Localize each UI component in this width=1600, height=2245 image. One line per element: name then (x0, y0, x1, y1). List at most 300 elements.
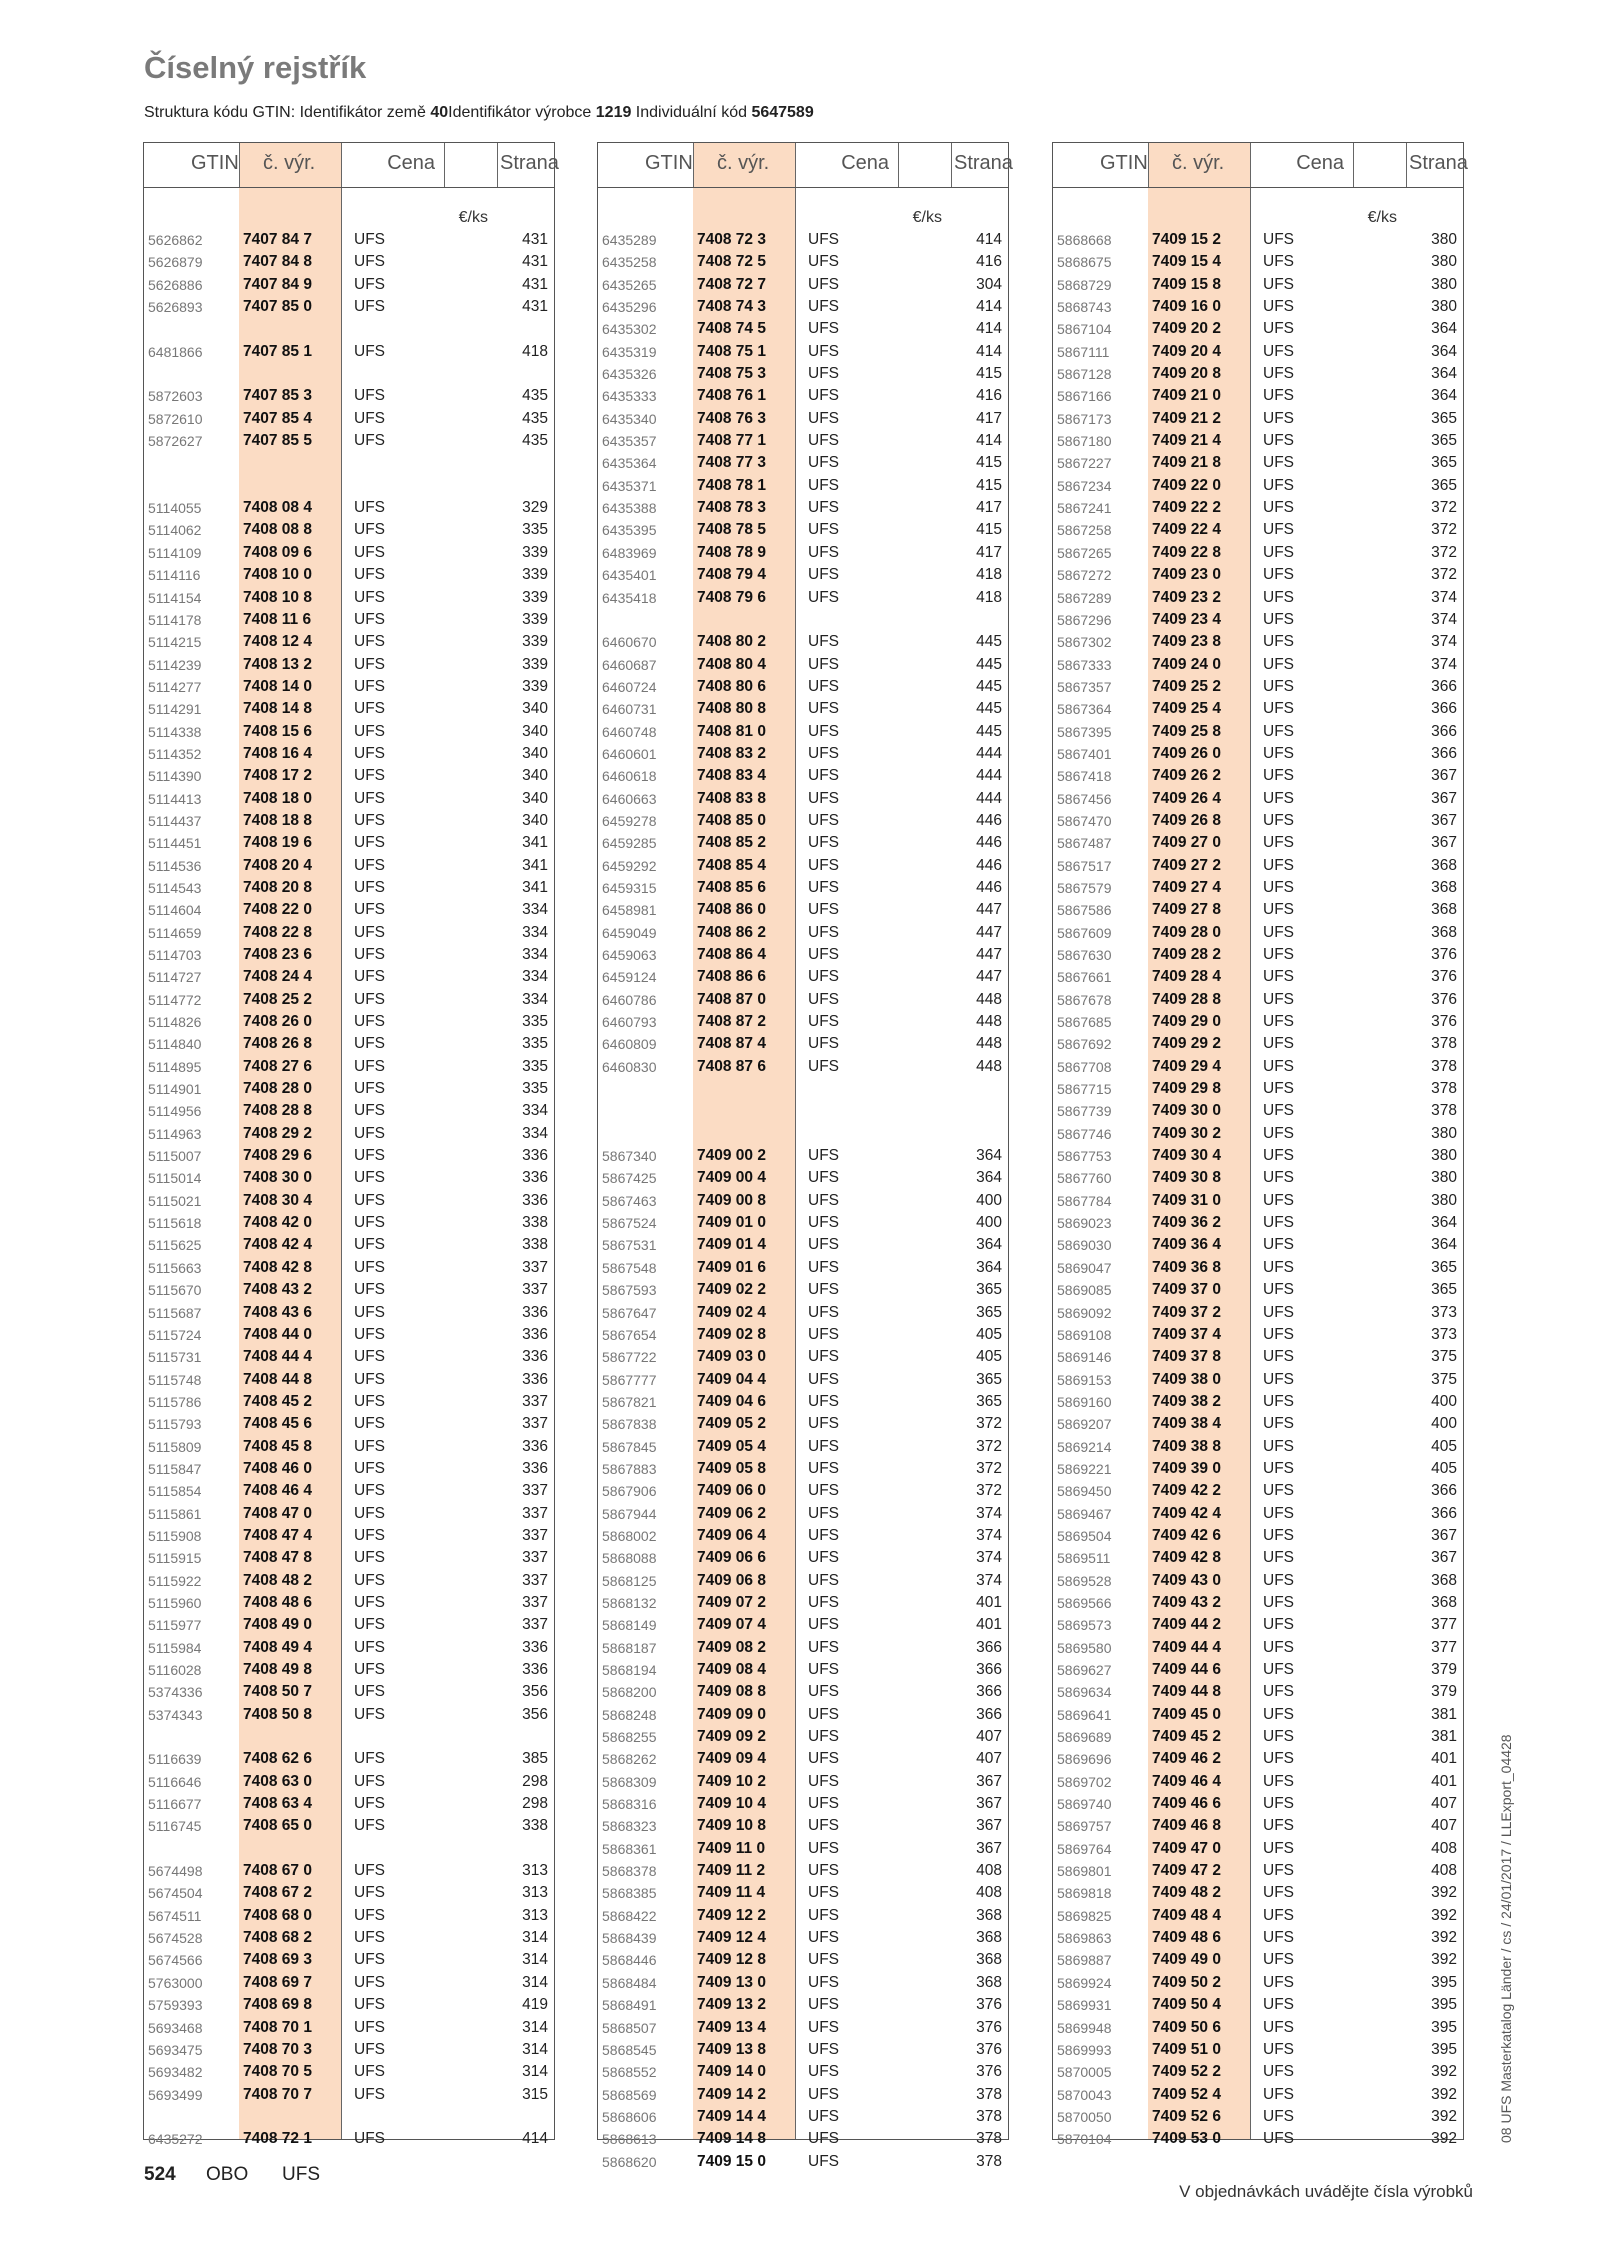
page-cell: 377 (1431, 1616, 1457, 1634)
page-cell: 368 (1431, 901, 1457, 919)
gtin-cell: 5869030 (1057, 1237, 1112, 1254)
model-cell: UFS (354, 387, 385, 405)
table-row (144, 1369, 554, 1391)
article-number-cell: 7408 22 8 (243, 923, 312, 941)
page-cell: 380 (1431, 298, 1457, 316)
model-cell: UFS (808, 1258, 839, 1276)
table-row (144, 1123, 554, 1145)
page-cell: 364 (976, 1236, 1002, 1254)
article-number-cell: 7409 05 4 (697, 1437, 766, 1455)
article-number-cell: 7409 48 2 (1152, 1884, 1221, 1902)
model-cell: UFS (354, 1996, 385, 2014)
model-cell: UFS (354, 1035, 385, 1053)
gtin-cell: 5869764 (1057, 1840, 1112, 1857)
article-number-cell: 7408 46 0 (243, 1459, 312, 1477)
table-row (598, 1391, 1008, 1413)
page-cell: 392 (1431, 1884, 1457, 1902)
gtin-cell: 5867692 (1057, 1036, 1112, 1053)
model-cell: UFS (1263, 1549, 1294, 1567)
subtitle-mid2: Individuální kód (631, 104, 752, 121)
table-row (1053, 922, 1463, 944)
page-cell: 336 (522, 1325, 548, 1343)
article-number-cell: 7408 83 2 (697, 744, 766, 762)
model-cell: UFS (354, 1370, 385, 1388)
model-cell: UFS (354, 1303, 385, 1321)
page-cell: 400 (976, 1191, 1002, 1209)
gtin-cell: 5869221 (1057, 1460, 1112, 1477)
gtin-cell: 5374336 (148, 1684, 203, 1701)
gtin-cell: 6459124 (602, 969, 657, 986)
article-number-cell: 7408 86 2 (697, 923, 766, 941)
article-number-cell: 7407 85 5 (243, 432, 312, 450)
model-cell: UFS (1263, 1325, 1294, 1343)
article-number-cell: 7408 47 8 (243, 1549, 312, 1567)
page-cell: 376 (976, 2040, 1002, 2058)
gtin-cell: 5869702 (1057, 1773, 1112, 1790)
gtin-cell: 5114338 (148, 723, 202, 740)
gtin-cell: 6435302 (602, 321, 657, 338)
gtin-cell: 5867821 (602, 1393, 657, 1410)
model-cell: UFS (808, 1862, 839, 1880)
table-row (1053, 2106, 1463, 2128)
model-cell: UFS (354, 1214, 385, 1232)
table-row (1053, 1167, 1463, 1189)
page-cell: 368 (1431, 1593, 1457, 1611)
model-cell: UFS (354, 767, 385, 785)
model-cell: UFS (354, 968, 385, 986)
model-cell: UFS (354, 1124, 385, 1142)
gtin-cell: 5867517 (1057, 857, 1112, 874)
model-cell: UFS (1263, 1951, 1294, 1969)
page-cell: 444 (976, 744, 1002, 762)
table-row (1053, 899, 1463, 921)
gtin-cell: 5867302 (1057, 634, 1112, 651)
table-row (144, 341, 554, 363)
page-cell: 435 (522, 432, 548, 450)
table-row (144, 1659, 554, 1681)
page-cell: 445 (976, 700, 1002, 718)
page-cell: 448 (976, 1035, 1002, 1053)
article-number-cell: 7409 47 0 (1152, 1839, 1221, 1857)
gtin-cell: 5869696 (1057, 1751, 1112, 1768)
article-number-cell: 7409 07 2 (697, 1593, 766, 1611)
gtin-cell: 5868200 (602, 1684, 657, 1701)
article-number-cell: 7409 22 4 (1152, 521, 1221, 539)
model-cell: UFS (354, 1459, 385, 1477)
page-cell: 340 (522, 722, 548, 740)
page-cell: 408 (976, 1862, 1002, 1880)
article-number-cell: 7409 20 4 (1152, 342, 1221, 360)
table-row (1053, 1637, 1463, 1659)
table-row (1053, 1994, 1463, 2016)
article-number-cell: 7409 42 8 (1152, 1549, 1221, 1567)
rows (144, 229, 554, 2151)
page-cell: 334 (522, 946, 548, 963)
model-cell: UFS (808, 1683, 839, 1701)
model-cell: UFS (1263, 253, 1294, 271)
page-cell: 376 (976, 2063, 1002, 2081)
page-cell: 414 (976, 320, 1002, 338)
model-cell: UFS (808, 275, 839, 293)
page-cell: 366 (1431, 700, 1457, 718)
page-cell: 378 (1431, 1080, 1457, 1098)
model-cell: UFS (808, 432, 839, 450)
gtin-cell: 5693468 (148, 2019, 203, 2036)
gtin-cell: 5867548 (602, 1259, 657, 1276)
gtin-cell: 5869757 (1057, 1818, 1112, 1835)
model-cell: UFS (808, 901, 839, 919)
table-row (1053, 810, 1463, 832)
page-cell: 405 (976, 1348, 1002, 1366)
model-cell: UFS (808, 1884, 839, 1902)
article-number-cell: 7408 25 2 (243, 990, 312, 1008)
page-cell: 337 (522, 1549, 548, 1567)
model-cell: UFS (808, 2130, 839, 2148)
model-cell: UFS (1263, 231, 1294, 248)
page-cell: 368 (976, 1973, 1002, 1991)
article-number-cell: 7409 31 0 (1152, 1191, 1221, 1209)
gtin-cell: 5867401 (1057, 745, 1112, 762)
model-cell: UFS (1263, 1616, 1294, 1634)
page-cell: 374 (976, 1549, 1002, 1567)
gtin-cell: 6435371 (602, 477, 657, 494)
table-row (598, 1547, 1008, 1569)
page-cell: 364 (1431, 342, 1457, 360)
gtin-cell: 6435364 (602, 455, 657, 472)
article-number-cell: 7408 19 6 (243, 834, 312, 852)
gtin-cell: 5374343 (148, 1706, 203, 1723)
page-cell: 373 (1431, 1303, 1457, 1321)
table-row (144, 1994, 554, 2016)
model-cell: UFS (1263, 878, 1294, 896)
table-row (144, 1458, 554, 1480)
article-number-cell: 7408 26 8 (243, 1035, 312, 1053)
page-cell: 374 (1431, 655, 1457, 673)
model-cell: UFS (808, 1750, 839, 1768)
article-number-header: č. výr. (263, 152, 316, 174)
page-cell: 416 (976, 387, 1002, 405)
model-cell: UFS (1263, 722, 1294, 740)
article-number-cell: 7409 30 2 (1152, 1124, 1221, 1142)
page-cell: 336 (522, 1638, 548, 1656)
model-cell: UFS (808, 588, 839, 606)
article-number-cell: 7408 76 1 (697, 387, 766, 405)
model-cell: UFS (354, 990, 385, 1008)
table-row (144, 922, 554, 944)
model-cell: UFS (1263, 856, 1294, 874)
page-cell: 378 (1431, 1035, 1457, 1053)
table-row (1053, 1145, 1463, 1167)
table-row (1053, 1614, 1463, 1636)
gtin-cell: 6459063 (602, 947, 657, 963)
table-row (1053, 631, 1463, 653)
article-number-cell: 7408 79 6 (697, 588, 766, 606)
article-number-cell: 7408 72 3 (697, 231, 766, 248)
model-cell: UFS (1263, 1906, 1294, 1924)
article-number-cell: 7409 28 0 (1152, 923, 1221, 941)
article-number-cell: 7408 47 4 (243, 1526, 312, 1544)
page-cell: 339 (522, 588, 548, 606)
article-number-cell: 7409 38 8 (1152, 1437, 1221, 1455)
gtin-cell: 5115984 (148, 1639, 202, 1656)
gtin-cell: 5869467 (1057, 1505, 1112, 1522)
page-cell: 376 (976, 2018, 1002, 2036)
table-row (1053, 1369, 1463, 1391)
page-cell: 407 (1431, 1795, 1457, 1813)
article-number-cell: 7409 49 0 (1152, 1951, 1221, 1969)
page-cell: 374 (1431, 633, 1457, 651)
model-cell: UFS (1263, 1102, 1294, 1120)
catalog-side-text: 08 UFS Masterkatalog Länder / cs / 24/01/2017 / LLExport_04428 (1498, 1734, 1514, 2143)
table-row (144, 385, 554, 407)
article-number-cell: 7409 28 8 (1152, 990, 1221, 1008)
table-row (144, 1190, 554, 1212)
gtin-cell: 5867272 (1057, 567, 1112, 584)
table-row (144, 587, 554, 609)
page-cell: 447 (976, 901, 1002, 919)
gtin-cell: 5759393 (148, 1997, 203, 2014)
gtin-cell: 5869566 (1057, 1594, 1112, 1611)
article-number-cell: 7408 75 3 (697, 365, 766, 383)
model-cell: UFS (354, 677, 385, 695)
page-cell: 392 (1431, 2063, 1457, 2081)
gtin-cell: 5869948 (1057, 2019, 1112, 2036)
article-number-cell: 7409 08 8 (697, 1683, 766, 1701)
table-row (144, 1927, 554, 1949)
article-number-cell: 7409 44 4 (1152, 1638, 1221, 1656)
page-cell: 337 (522, 1526, 548, 1544)
page-cell: 341 (522, 834, 548, 852)
article-number-cell: 7409 51 0 (1152, 2040, 1221, 2058)
table-row (1053, 654, 1463, 676)
page-cell: 314 (522, 2018, 548, 2036)
article-number-cell: 7409 37 4 (1152, 1325, 1221, 1343)
country-code: 40 (430, 104, 449, 121)
table-row (1053, 1592, 1463, 1614)
page-cell: 392 (1431, 2085, 1457, 2103)
table-row (1053, 676, 1463, 698)
page-cell: 395 (1431, 1996, 1457, 2014)
article-number-cell: 7409 08 4 (697, 1661, 766, 1678)
article-number-cell: 7409 01 6 (697, 1258, 766, 1276)
model-cell: UFS (808, 387, 839, 405)
gtin-cell: 5867173 (1057, 410, 1112, 427)
table-row (144, 1525, 554, 1547)
page-cell: 337 (522, 1482, 548, 1500)
table-row (598, 497, 1008, 519)
page-cell: 392 (1431, 2107, 1457, 2125)
model-cell: UFS (1263, 1661, 1294, 1678)
page-cell: 337 (522, 1392, 548, 1410)
article-number-cell: 7408 12 4 (243, 633, 312, 651)
gtin-cell: 5115670 (148, 1282, 202, 1299)
table-row (598, 855, 1008, 877)
table-row (144, 1503, 554, 1525)
article-number-cell: 7407 85 1 (243, 342, 312, 360)
model-cell: UFS (808, 521, 839, 539)
model-cell: UFS (354, 1526, 385, 1544)
table-row (598, 1882, 1008, 1904)
table-row (1053, 698, 1463, 720)
model-cell: UFS (1263, 1482, 1294, 1500)
article-number-cell: 7409 25 4 (1152, 700, 1221, 718)
gtin-cell: 5868149 (602, 1617, 657, 1634)
gtin-cell: 6460670 (602, 634, 657, 651)
gtin-cell: 5868323 (602, 1818, 657, 1835)
article-number-cell: 7408 13 2 (243, 655, 312, 673)
model-cell: UFS (1263, 811, 1294, 829)
page-cell: 338 (522, 1817, 548, 1835)
table-row (144, 631, 554, 653)
gtin-cell: 5869818 (1057, 1885, 1112, 1902)
article-number-cell: 7409 04 4 (697, 1370, 766, 1388)
article-number-cell: 7408 29 2 (243, 1124, 312, 1142)
model-cell: UFS (1263, 387, 1294, 405)
rows (598, 229, 1008, 2173)
page-cell: 314 (522, 2063, 548, 2081)
gtin-cell: 5114956 (148, 1103, 202, 1120)
article-number-cell: 7409 14 8 (697, 2130, 766, 2148)
article-number-cell: 7408 80 8 (697, 700, 766, 718)
price-unit: €/ks (458, 209, 488, 226)
model-cell: UFS (808, 2040, 839, 2058)
gtin-cell: 5867746 (1057, 1125, 1112, 1142)
page-cell: 418 (522, 342, 548, 360)
page-cell: 335 (522, 1057, 548, 1075)
table-row (598, 1614, 1008, 1636)
article-number-cell: 7409 01 4 (697, 1236, 766, 1254)
table-row (598, 2106, 1008, 2128)
article-number-cell: 7409 36 2 (1152, 1214, 1221, 1232)
subtitle-mid: Identifikátor výrobce (448, 104, 596, 121)
table-row (1053, 1056, 1463, 1078)
model-cell: UFS (354, 722, 385, 740)
model-cell: UFS (808, 409, 839, 427)
model-cell: UFS (1263, 543, 1294, 561)
gtin-cell: 5868491 (602, 1997, 657, 2014)
model-cell: UFS (354, 342, 385, 360)
page-cell: 340 (522, 700, 548, 718)
model-cell: UFS (808, 1169, 839, 1187)
model-cell: UFS (354, 1750, 385, 1768)
gtin-cell: 6459285 (602, 835, 657, 852)
table-row (1053, 341, 1463, 363)
table-row (144, 765, 554, 787)
table-header (598, 143, 1013, 188)
page-cell: 415 (976, 454, 1002, 472)
table-row (598, 1503, 1008, 1525)
model-cell: UFS (1263, 1057, 1294, 1075)
table-row (144, 1748, 554, 1770)
article-number-cell: 7408 78 3 (697, 499, 766, 517)
table-row (598, 944, 1008, 966)
model-cell: UFS (1263, 2085, 1294, 2103)
page-cell: 372 (1431, 521, 1457, 539)
article-number-cell: 7408 83 8 (697, 789, 766, 807)
table-row (598, 1704, 1008, 1726)
table-row (598, 1100, 1008, 1122)
model-cell: UFS (808, 1638, 839, 1656)
article-number-cell: 7408 79 4 (697, 566, 766, 584)
article-number-cell: 7409 26 0 (1152, 744, 1221, 762)
page-cell: 395 (1431, 2018, 1457, 2036)
table-row (598, 408, 1008, 430)
model-cell: UFS (1263, 342, 1294, 360)
gtin-cell: 5867425 (602, 1170, 657, 1187)
table-row (1053, 1793, 1463, 1815)
gtin-cell: 6459292 (602, 857, 657, 874)
table-row (144, 832, 554, 854)
gtin-cell: 6435357 (602, 433, 657, 450)
model-cell: UFS (808, 1415, 839, 1433)
page-cell: 366 (976, 1638, 1002, 1656)
page-cell: 336 (522, 1169, 548, 1187)
gtin-cell: 5114826 (148, 1014, 202, 1031)
model-cell: UFS (1263, 1973, 1294, 1991)
article-number-cell: 7408 50 8 (243, 1705, 312, 1723)
table-row (144, 654, 554, 676)
page-cell: 376 (1431, 990, 1457, 1008)
table-row (144, 251, 554, 273)
article-number-cell: 7409 45 2 (1152, 1728, 1221, 1746)
table-row (144, 1793, 554, 1815)
model-cell: UFS (354, 923, 385, 941)
gtin-cell: 5114215 (148, 634, 202, 651)
page-cell: 448 (976, 1057, 1002, 1075)
model-cell: UFS (354, 409, 385, 427)
model-cell: UFS (808, 1013, 839, 1031)
page-cell: 298 (522, 1795, 548, 1813)
page-cell: 446 (976, 834, 1002, 852)
article-number-cell: 7408 65 0 (243, 1817, 312, 1835)
page-cell: 368 (1431, 856, 1457, 874)
table-row (144, 2128, 554, 2150)
table-row (1053, 1972, 1463, 1994)
page-cell: 368 (976, 1951, 1002, 1969)
gtin-cell: 5867760 (1057, 1170, 1112, 1187)
page-cell: 374 (976, 1526, 1002, 1544)
article-number-cell: 7409 06 0 (697, 1482, 766, 1500)
table-row (144, 810, 554, 832)
model-cell: UFS (808, 1348, 839, 1366)
table-row (598, 2039, 1008, 2061)
gtin-cell: 5115663 (148, 1259, 202, 1276)
page-cell: 339 (522, 677, 548, 695)
model-cell: UFS (354, 1057, 385, 1075)
table-row (598, 1860, 1008, 1882)
gtin-cell: 5626893 (148, 299, 203, 316)
article-number-cell: 7408 20 4 (243, 856, 312, 874)
gtin-cell: 5867241 (1057, 500, 1112, 517)
table-row (1053, 385, 1463, 407)
gtin-cell: 5867845 (602, 1438, 657, 1455)
table-row (598, 1637, 1008, 1659)
page-cell: 364 (1431, 320, 1457, 338)
gtin-cell: 5870005 (1057, 2064, 1112, 2081)
table-row (598, 1592, 1008, 1614)
table-row (1053, 1905, 1463, 1927)
gtin-cell: 5115618 (148, 1215, 202, 1232)
model-cell: UFS (354, 946, 385, 963)
article-number-cell: 7408 68 0 (243, 1906, 312, 1924)
model-cell: UFS (1263, 990, 1294, 1008)
gtin-cell: 6435418 (602, 589, 657, 606)
page-cell: 380 (1431, 1169, 1457, 1187)
article-number-cell: 7409 11 0 (697, 1839, 766, 1857)
table-row (1053, 318, 1463, 340)
gtin-cell: 5867364 (1057, 701, 1112, 718)
article-number-cell: 7408 50 7 (243, 1683, 312, 1701)
